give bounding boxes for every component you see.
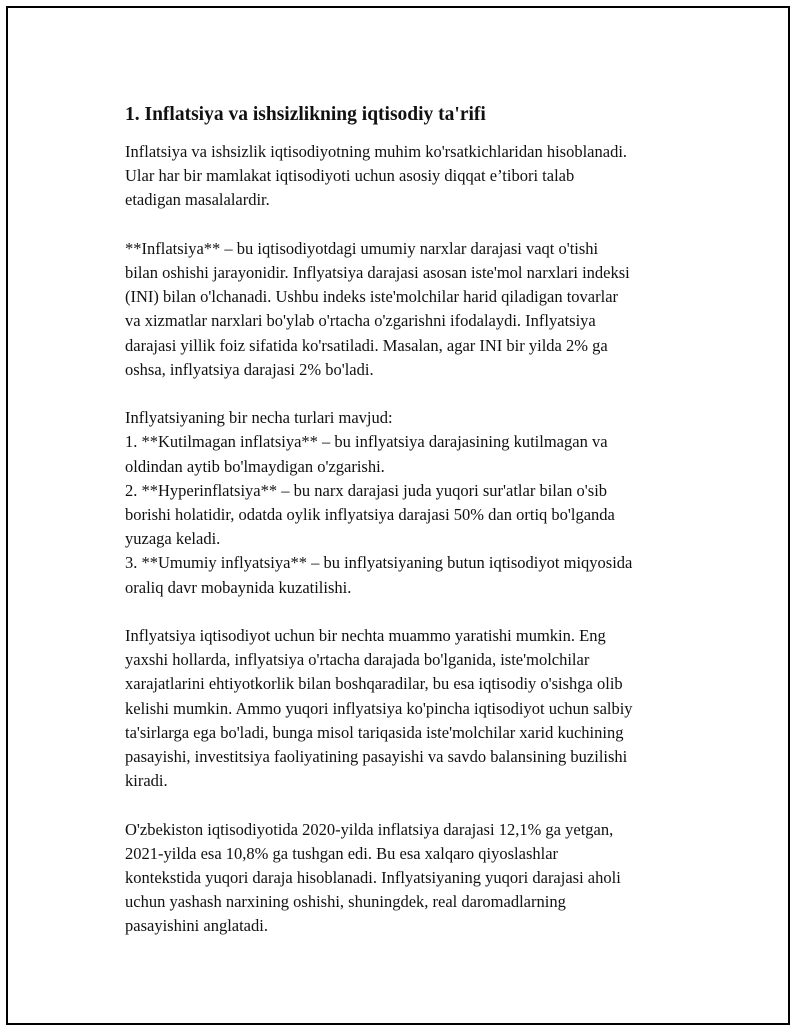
paragraph-line: darajasi yillik foiz sifatida ko'rsatiladi. Masalan, agar INI bir yilda 2% ga (125, 335, 608, 355)
paragraph-line: oldindan aytib bo'lmaydigan o'zgarishi. (125, 456, 385, 476)
paragraph-line: bilan oshishi jarayonidir. Inflyatsiya darajasi asosan iste'mol narxlari indeksi (125, 263, 630, 282)
section-title: 1. Inflatsiya va ishsizlikning iqtisodiy ta'rifi (125, 104, 486, 125)
paragraph (125, 140, 705, 213)
paragraph-line: Ular har bir mamlakat iqtisodiyoti uchun asosiy diqqat e’tibori talab (125, 166, 575, 186)
paragraph-line: kelishi mumkin. Ammo yuqori inflyatsiya ko'pincha iqtisodiyot uchun salbiy (125, 698, 633, 718)
paragraph-line: 2. **Hyperinflatsiya** – bu narx darajasi juda yuqori sur'atlar bilan o'sib (125, 480, 608, 500)
paragraph-line: yaxshi hollarda, inflyatsiya o'rtacha darajada bo'lganida, iste'molchilar (125, 650, 590, 670)
paragraph-line: pasayishini anglatadi. (125, 916, 268, 936)
paragraph-line: ta'sirlarga ega bo'ladi, bunga misol tariqasida iste'molchilar xarid kuchining (125, 722, 624, 742)
paragraph-line: **Inflatsiya** – bu iqtisodiyotdagi umumiy narxlar darajasi vaqt o'tishi (125, 238, 599, 258)
paragraph-line: Inflyatsiyaning bir necha turlari mavjud: (125, 408, 393, 428)
paragraph-line: oshsa, inflyatsiya darajasi 2% bo'ladi. (125, 359, 374, 379)
paragraph-line: yuzaga keladi. (125, 529, 221, 549)
paragraph-list (125, 140, 705, 939)
paragraph (125, 624, 705, 793)
paragraph-line: pasayishi, investitsiya faoliyatining pasayishi va savdo balansining buzilishi (125, 747, 628, 767)
paragraph (125, 237, 705, 382)
paragraph-line: kontekstida yuqori daraja hisoblanadi. Inflyatsiyaning yuqori darajasi aholi (125, 868, 621, 888)
paragraph-line: O'zbekiston iqtisodiyotida 2020-yilda inflatsiya darajasi 12,1% ga yetgan, (125, 819, 614, 839)
paragraph-line: kiradi. (125, 771, 168, 791)
paragraph-line: uchun yashash narxining oshishi, shuningdek, real daromadlarning (125, 892, 566, 912)
paragraph-line: oraliq davr mobaynida kuzatilishi. (125, 577, 352, 597)
page-frame (6, 6, 790, 1025)
paragraph-line: 1. **Kutilmagan inflatsiya** – bu inflyatsiya darajasining kutilmagan va (125, 432, 608, 452)
paragraph-line: 3. **Umumiy inflyatsiya** – bu inflyatsiyaning butun iqtisodiyot miqyosida (125, 553, 633, 573)
paragraph-line: etadigan masalalardir. (125, 190, 270, 210)
paragraph (125, 406, 705, 600)
paragraph-line: va xizmatlar narxlari bo'ylab o'rtacha o'zgarishni ifodalaydi. Inflyatsiya (125, 311, 596, 331)
paragraph-line: Inflatsiya va ishsizlik iqtisodiyotning muhim ko'rsatkichlaridan hisoblanadi. (125, 142, 628, 161)
paragraph-line: borishi holatidir, odatda oylik inflyatsiya darajasi 50% dan ortiq bo'lganda (125, 505, 615, 525)
paragraph (125, 818, 705, 939)
paragraph-line: Inflyatsiya iqtisodiyot uchun bir nechta muammo yaratishi mumkin. Eng (125, 626, 606, 646)
paragraph-line: (INI) bilan o'lchanadi. Ushbu indeks iste'molchilar harid qiladigan tovarlar (125, 287, 619, 307)
paragraph-line: 2021-yilda esa 10,8% ga tushgan edi. Bu esa xalqaro qiyoslashlar (125, 843, 559, 863)
paragraph-line: xarajatlarini ehtiyotkorlik bilan boshqaradilar, bu esa iqtisodiy o'sishga olib (125, 674, 623, 694)
document-body (125, 103, 705, 963)
